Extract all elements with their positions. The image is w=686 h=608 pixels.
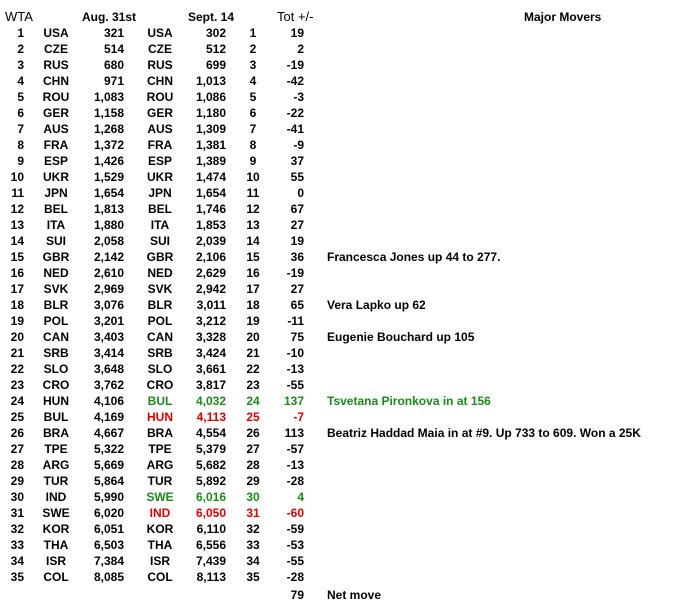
rank: 28 — [10, 458, 24, 472]
total-change: -55 — [286, 554, 304, 568]
total-change: -13 — [286, 362, 304, 376]
points-sept: 3,328 — [195, 330, 226, 344]
rank: 12 — [10, 202, 24, 216]
total-change: -42 — [286, 74, 304, 88]
total-change: 65 — [290, 298, 304, 312]
rank: 26 — [10, 426, 24, 440]
points-aug: 1,529 — [93, 170, 124, 184]
total-change: -60 — [286, 506, 304, 520]
points-sept: 8,113 — [196, 570, 226, 584]
rank: 2 — [17, 42, 24, 56]
rank: 31 — [10, 506, 24, 520]
points-aug: 2,969 — [93, 282, 124, 296]
points-aug: 3,201 — [93, 314, 124, 328]
rank: 34 — [10, 554, 24, 568]
total-change: 37 — [290, 154, 304, 168]
rank-sept: 1 — [249, 26, 257, 40]
points-sept: 5,892 — [195, 474, 226, 488]
country-aug: CAN — [43, 330, 69, 344]
country-aug: BRA — [43, 426, 69, 440]
total-change: 75 — [290, 330, 304, 344]
rank: 20 — [10, 330, 24, 344]
total-change: -11 — [287, 314, 304, 328]
country-aug: JPN — [44, 186, 68, 200]
country-sept: BLR — [147, 298, 173, 312]
country-aug: CHN — [43, 74, 69, 88]
total-change: -19 — [286, 266, 304, 280]
points-sept: 6,110 — [196, 522, 226, 536]
country-sept: SUI — [149, 234, 170, 248]
country-sept: USA — [147, 26, 173, 40]
points-sept: 512 — [205, 42, 226, 56]
country-aug: POL — [43, 314, 69, 328]
rank-sept: 23 — [246, 378, 260, 392]
major-mover-note: Beatriz Haddad Maia in at #9. Up 733 to 609. Won a 25K — [327, 426, 641, 440]
country-aug: SUI — [45, 234, 66, 248]
header-aug-31: Aug. 31st — [82, 10, 137, 24]
points-aug: 1,813 — [93, 202, 124, 216]
total-change: -57 — [286, 442, 304, 456]
rank: 1 — [17, 26, 24, 40]
rank: 14 — [10, 234, 24, 248]
country-sept: CHN — [147, 74, 173, 88]
points-aug: 1,880 — [93, 218, 124, 232]
country-aug: SVK — [43, 282, 69, 296]
rank-sept: 30 — [246, 490, 260, 504]
points-sept: 4,554 — [195, 426, 226, 440]
total-change: 4 — [297, 490, 304, 504]
points-aug: 7,384 — [93, 554, 124, 568]
rank-sept: 19 — [246, 314, 260, 328]
points-sept: 1,654 — [195, 186, 226, 200]
rank-sept: 11 — [246, 186, 260, 200]
points-aug: 1,426 — [93, 154, 124, 168]
country-aug: BEL — [44, 202, 68, 216]
country-aug: USA — [43, 26, 69, 40]
points-aug: 680 — [103, 58, 124, 72]
rank: 35 — [10, 570, 24, 584]
country-aug: FRA — [43, 138, 69, 152]
major-mover-note: Vera Lapko up 62 — [327, 298, 426, 312]
points-aug: 5,669 — [93, 458, 124, 472]
rank-sept: 35 — [246, 570, 260, 584]
points-aug: 5,864 — [93, 474, 124, 488]
rank: 9 — [17, 154, 24, 168]
rank: 21 — [10, 346, 24, 360]
points-aug: 2,142 — [93, 250, 124, 264]
points-sept: 4,113 — [196, 410, 226, 424]
points-sept: 2,039 — [195, 234, 226, 248]
country-aug: ROU — [42, 90, 70, 104]
points-sept: 1,013 — [195, 74, 226, 88]
rank-sept: 12 — [246, 202, 260, 216]
country-sept: COL — [147, 570, 173, 584]
points-sept: 1,086 — [195, 90, 226, 104]
rank-sept: 16 — [246, 266, 260, 280]
rank-sept: 34 — [246, 554, 260, 568]
header-sept-14: Sept. 14 — [188, 10, 235, 24]
rank-sept: 26 — [246, 426, 260, 440]
country-sept: ROU — [146, 90, 174, 104]
points-aug: 514 — [103, 42, 124, 56]
points-sept: 699 — [205, 58, 226, 72]
country-sept: BRA — [147, 426, 173, 440]
country-aug: TPE — [44, 442, 68, 456]
rank: 32 — [10, 522, 24, 536]
points-aug: 6,503 — [93, 538, 124, 552]
total-change: -28 — [286, 570, 304, 584]
country-sept: BEL — [148, 202, 172, 216]
rank-sept: 13 — [246, 218, 260, 232]
rank-sept: 8 — [249, 138, 257, 152]
points-sept: 2,629 — [195, 266, 226, 280]
country-sept: UKR — [147, 170, 173, 184]
points-sept: 3,424 — [195, 346, 226, 360]
country-sept: SLO — [147, 362, 173, 376]
points-sept: 3,661 — [195, 362, 226, 376]
points-sept: 3,817 — [195, 378, 226, 392]
rank-sept: 2 — [249, 42, 257, 56]
rank-sept: 6 — [249, 106, 257, 120]
points-sept: 5,682 — [195, 458, 226, 472]
points-aug: 5,990 — [93, 490, 124, 504]
total-change: 2 — [297, 42, 304, 56]
rank: 6 — [17, 106, 24, 120]
major-mover-note: Tsvetana Pironkova in at 156 — [327, 394, 491, 408]
rank: 19 — [10, 314, 24, 328]
country-sept: RUS — [147, 58, 173, 72]
points-aug: 3,403 — [93, 330, 124, 344]
country-sept: BUL — [147, 394, 173, 408]
rank-sept: 4 — [249, 74, 257, 88]
rank-sept: 28 — [246, 458, 260, 472]
rank-sept: 32 — [246, 522, 260, 536]
points-sept: 1,853 — [195, 218, 226, 232]
points-sept: 2,942 — [195, 282, 226, 296]
country-sept: KOR — [146, 522, 174, 536]
rank-sept: 15 — [246, 250, 260, 264]
total-change: -3 — [293, 90, 304, 104]
total-change: 27 — [290, 282, 304, 296]
header-wta: WTA — [5, 9, 33, 24]
country-aug: ISR — [45, 554, 66, 568]
country-sept: ESP — [147, 154, 172, 168]
rank: 8 — [17, 138, 24, 152]
points-aug: 2,058 — [93, 234, 124, 248]
country-aug: NED — [43, 266, 69, 280]
points-sept: 3,212 — [195, 314, 226, 328]
country-aug: AUS — [43, 122, 69, 136]
points-aug: 5,322 — [93, 442, 124, 456]
rank: 33 — [10, 538, 24, 552]
rank-sept: 3 — [249, 58, 257, 72]
points-sept: 6,016 — [195, 490, 226, 504]
country-aug: TUR — [43, 474, 69, 488]
rank-sept: 7 — [249, 122, 257, 136]
points-aug: 1,158 — [93, 106, 124, 120]
rank: 22 — [10, 362, 24, 376]
country-sept: GER — [146, 106, 173, 120]
total-change: -55 — [286, 378, 304, 392]
rank-sept: 31 — [246, 506, 260, 520]
rank-sept: 5 — [249, 90, 257, 104]
total-change: -59 — [286, 522, 304, 536]
rank: 16 — [10, 266, 24, 280]
net-move-label: Net move — [327, 588, 382, 602]
total-change: -22 — [286, 106, 304, 120]
points-sept: 1,180 — [195, 106, 226, 120]
points-aug: 1,372 — [93, 138, 124, 152]
points-aug: 3,076 — [93, 298, 124, 312]
rank-sept: 20 — [246, 330, 260, 344]
rank-sept: 18 — [246, 298, 260, 312]
country-aug: GER — [42, 106, 69, 120]
rank: 13 — [10, 218, 24, 232]
points-aug: 2,610 — [93, 266, 124, 280]
rank: 29 — [10, 474, 24, 488]
total-change: -7 — [293, 410, 304, 424]
country-aug: ARG — [42, 458, 70, 472]
country-sept: ARG — [146, 458, 174, 472]
major-mover-note: Francesca Jones up 44 to 277. — [327, 250, 501, 264]
total-change: -53 — [286, 538, 304, 552]
points-aug: 971 — [103, 74, 124, 88]
total-change: 0 — [297, 186, 304, 200]
country-sept: FRA — [147, 138, 173, 152]
total-change: 67 — [290, 202, 304, 216]
country-aug: COL — [43, 570, 69, 584]
country-sept: SWE — [146, 490, 174, 504]
country-aug: SLO — [43, 362, 69, 376]
points-sept: 1,309 — [195, 122, 226, 136]
country-aug: UKR — [43, 170, 69, 184]
points-aug: 1,083 — [93, 90, 124, 104]
total-change: 27 — [290, 218, 304, 232]
rank-sept: 29 — [246, 474, 260, 488]
total-change: 19 — [290, 26, 304, 40]
country-aug: BUL — [43, 410, 69, 424]
rank-sept: 24 — [246, 394, 260, 408]
total-change: 113 — [284, 426, 304, 440]
rank: 11 — [11, 186, 24, 200]
rank-sept: 21 — [246, 346, 260, 360]
rank: 23 — [10, 378, 24, 392]
points-sept: 6,050 — [195, 506, 226, 520]
points-aug: 1,268 — [93, 122, 124, 136]
country-aug: ESP — [43, 154, 68, 168]
rank: 7 — [17, 122, 24, 136]
points-sept: 7,439 — [195, 554, 226, 568]
points-aug: 6,051 — [93, 522, 124, 536]
total-change: 36 — [290, 250, 304, 264]
country-aug: RUS — [43, 58, 69, 72]
country-sept: AUS — [147, 122, 173, 136]
total-change: 19 — [290, 234, 304, 248]
points-aug: 6,020 — [93, 506, 124, 520]
country-sept: ITA — [150, 218, 170, 232]
rank-sept: 33 — [246, 538, 260, 552]
rank: 18 — [10, 298, 24, 312]
rank: 27 — [10, 442, 24, 456]
header-major-movers: Major Movers — [524, 10, 602, 24]
rank: 30 — [10, 490, 24, 504]
points-aug: 3,648 — [93, 362, 124, 376]
country-sept: SVK — [147, 282, 173, 296]
rank-sept: 25 — [246, 410, 260, 424]
country-aug: ITA — [46, 218, 66, 232]
points-aug: 321 — [103, 26, 124, 40]
rank: 10 — [10, 170, 24, 184]
country-sept: SRB — [147, 346, 173, 360]
rank-sept: 22 — [246, 362, 260, 376]
points-sept: 1,746 — [195, 202, 226, 216]
country-aug: BLR — [43, 298, 69, 312]
country-sept: GBR — [146, 250, 174, 264]
points-aug: 4,106 — [93, 394, 124, 408]
rank: 4 — [17, 74, 24, 88]
country-sept: TUR — [147, 474, 173, 488]
country-sept: HUN — [147, 410, 173, 424]
points-aug: 3,414 — [93, 346, 124, 360]
points-sept: 302 — [205, 26, 226, 40]
rank: 17 — [10, 282, 24, 296]
total-change: -41 — [286, 122, 304, 136]
country-sept: THA — [147, 538, 173, 552]
net-move-value: 79 — [290, 588, 304, 602]
total-change: -10 — [286, 346, 304, 360]
rank-sept: 14 — [246, 234, 260, 248]
rank-sept: 27 — [246, 442, 260, 456]
country-aug: CRO — [42, 378, 70, 392]
country-aug: SWE — [42, 506, 70, 520]
country-sept: CZE — [148, 42, 172, 56]
country-aug: IND — [45, 490, 67, 504]
points-aug: 4,667 — [93, 426, 124, 440]
points-aug: 1,654 — [93, 186, 124, 200]
total-change: 55 — [290, 170, 304, 184]
rank-sept: 17 — [246, 282, 260, 296]
points-aug: 4,169 — [93, 410, 124, 424]
country-sept: CAN — [147, 330, 173, 344]
rank-sept: 10 — [246, 170, 260, 184]
points-sept: 6,556 — [195, 538, 226, 552]
country-aug: THA — [43, 538, 69, 552]
points-aug: 3,762 — [93, 378, 124, 392]
country-sept: POL — [147, 314, 173, 328]
points-sept: 5,379 — [195, 442, 226, 456]
total-change: -13 — [286, 458, 304, 472]
country-aug: KOR — [42, 522, 70, 536]
points-sept: 4,032 — [195, 394, 226, 408]
total-change: -19 — [286, 58, 304, 72]
points-aug: 8,085 — [93, 570, 124, 584]
points-sept: 2,106 — [195, 250, 226, 264]
total-change: -9 — [293, 138, 304, 152]
country-aug: HUN — [43, 394, 69, 408]
rank: 15 — [10, 250, 24, 264]
points-sept: 1,389 — [195, 154, 226, 168]
points-sept: 1,474 — [195, 170, 226, 184]
points-sept: 1,381 — [195, 138, 226, 152]
header-tot: Tot +/- — [277, 9, 314, 24]
country-sept: TPE — [148, 442, 172, 456]
country-aug: SRB — [43, 346, 69, 360]
rank: 25 — [10, 410, 24, 424]
total-change: -28 — [286, 474, 304, 488]
country-sept: CRO — [146, 378, 174, 392]
country-sept: ISR — [149, 554, 170, 568]
country-sept: JPN — [148, 186, 172, 200]
rank: 5 — [17, 90, 24, 104]
country-aug: GBR — [42, 250, 70, 264]
country-sept: NED — [147, 266, 173, 280]
points-sept: 3,011 — [196, 298, 226, 312]
major-mover-note: Eugenie Bouchard up 105 — [327, 330, 475, 344]
country-aug: CZE — [44, 42, 68, 56]
rank: 3 — [17, 58, 24, 72]
rank-sept: 9 — [249, 154, 257, 168]
rank: 24 — [10, 394, 24, 408]
total-change: 137 — [283, 394, 304, 408]
country-sept: IND — [149, 506, 171, 520]
